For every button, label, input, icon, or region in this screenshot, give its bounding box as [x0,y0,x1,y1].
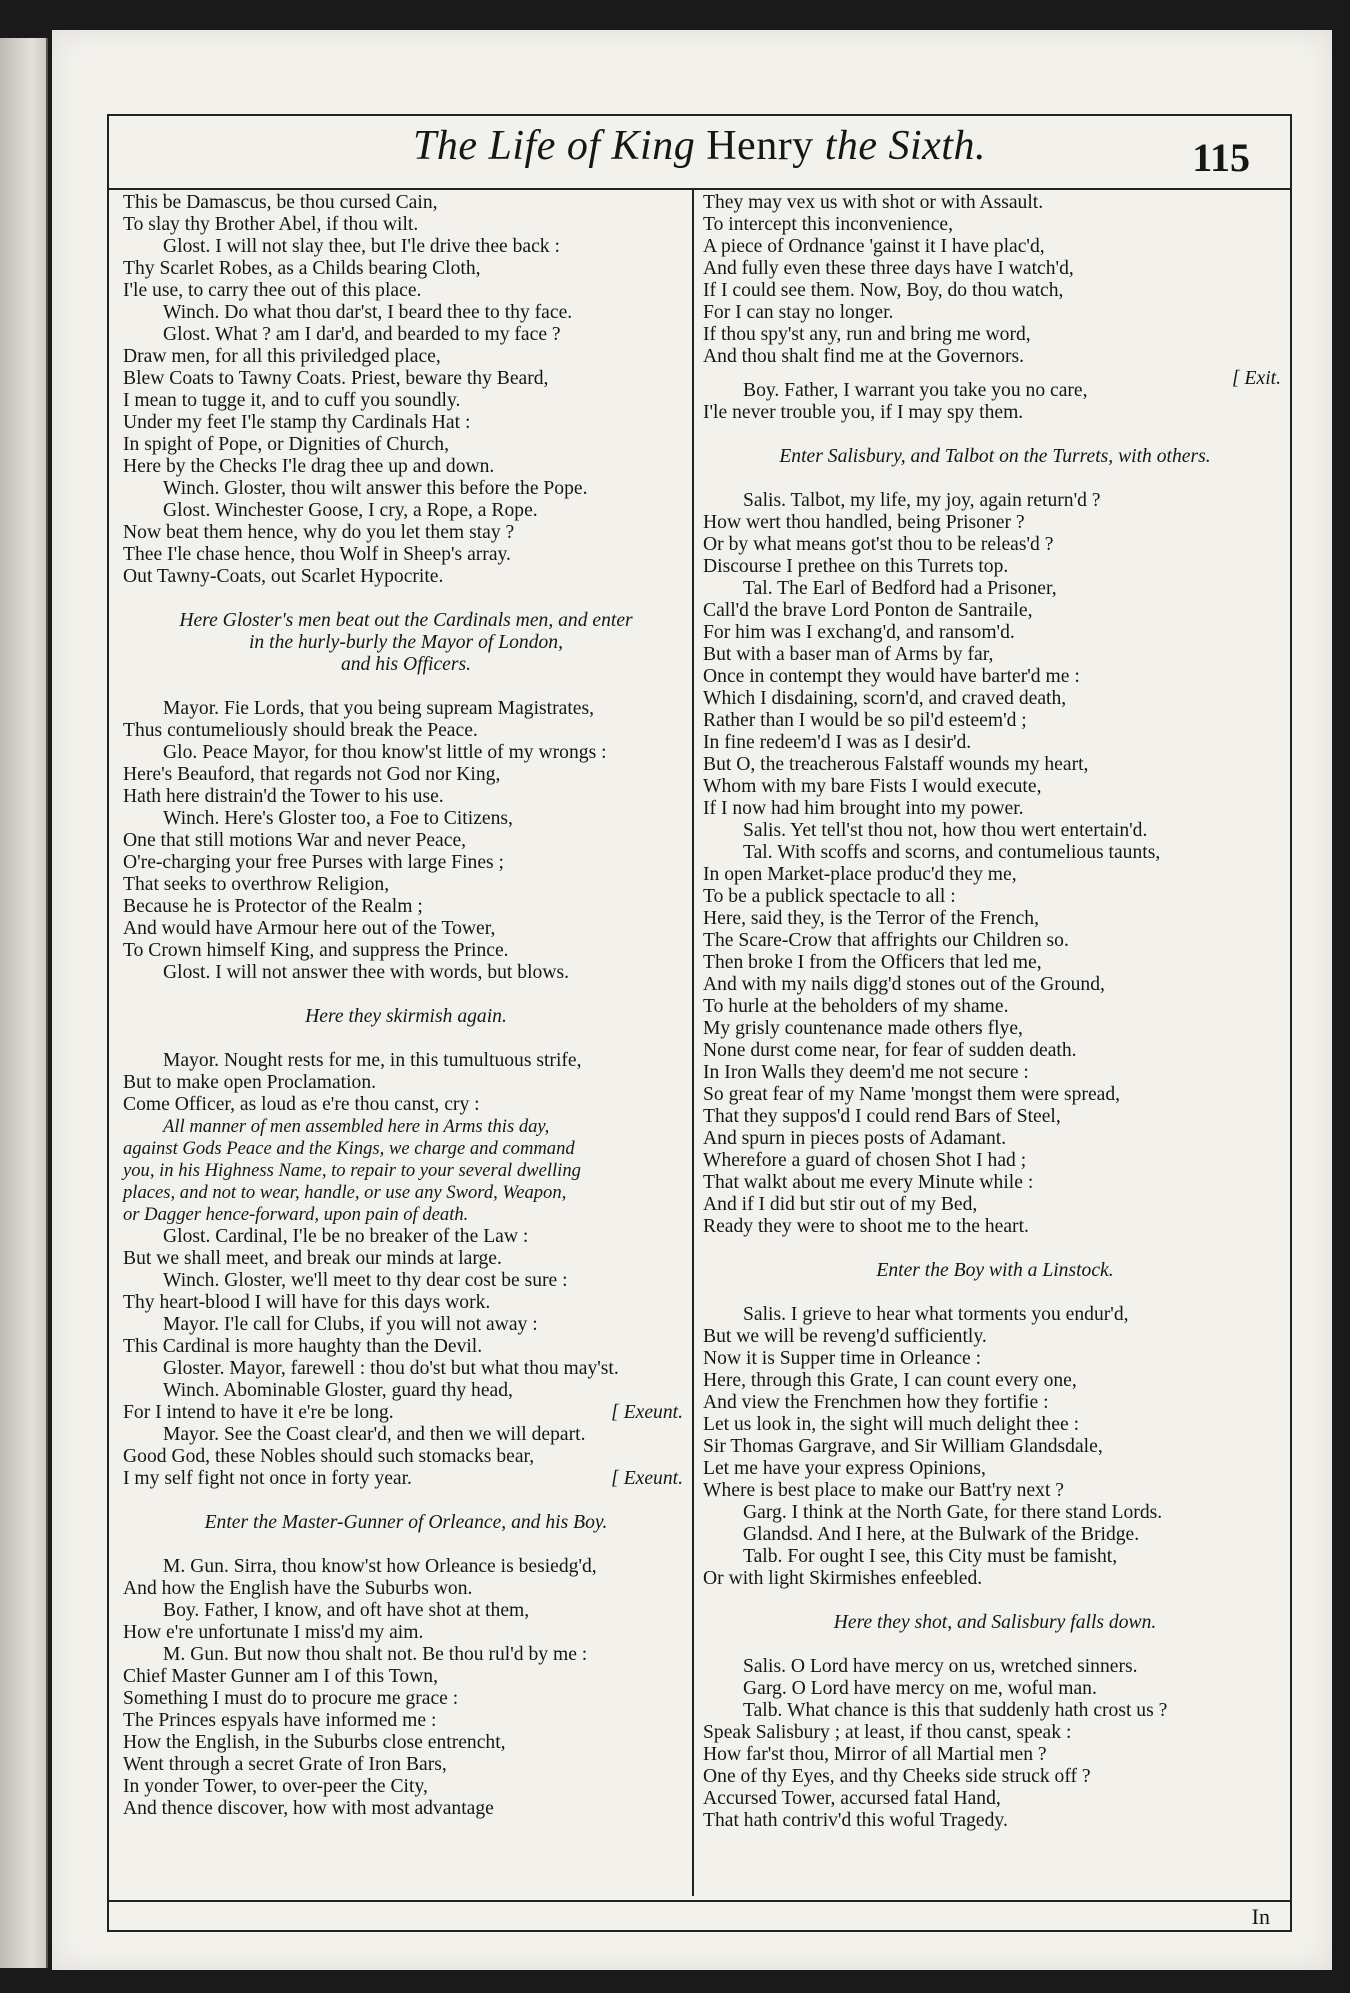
text-line: Something I must do to procure me grace : [123,1688,459,1709]
title-part-1: The Life of King [413,123,707,169]
spacer [123,1490,689,1512]
text-line: None durst come near, for fear of sudden death. [703,1040,1077,1061]
text-line: Here by the Checks I'le drag thee up and down. [123,456,495,477]
speech-line: Glost. Cardinal, I'le be no breaker of the Law : [163,1226,529,1247]
speech-line: Glost. I will not answer thee with words, but blows. [163,962,569,983]
stage-direction: and his Officers. [340,654,472,675]
text-line: Thee I'le chase hence, thou Wolf in Sheep's array. [123,544,511,565]
speech-line: Glost. What ? am I dar'd, and bearded to my face ? [163,324,561,345]
spacer [703,1238,1287,1260]
spacer [123,588,689,610]
text-line: Ready they were to shoot me to the heart. [703,1216,1029,1237]
spacer [123,676,689,698]
text-line: In fine redeem'd I was as I desir'd. [703,732,972,753]
speech-line: Salis. Talbot, my life, my joy, again return'd ? [743,490,1101,511]
text-line: For I intend to have it e're be long. [123,1402,394,1423]
text-line: Blew Coats to Tawny Coats. Priest, beware thy Beard, [123,368,549,389]
text-line: A piece of Ordnance 'gainst it I have plac'd, [703,236,1045,257]
text-line: Now beat them hence, why do you let them stay ? [123,522,515,543]
stage-direction: Enter the Master-Gunner of Orleance, and his Boy. [204,1512,608,1533]
text-line: So great fear of my Name 'mongst them were spread, [703,1084,1121,1105]
text-line: That hath contriv'd this woful Tragedy. [703,1810,1008,1831]
stage-direction: Enter the Boy with a Linstock. [876,1260,1114,1281]
stage-direction: Here they skirmish again. [305,1006,507,1027]
text-line: Draw men, for all this priviledged place, [123,346,441,367]
speech-line: Boy. Father, I warrant you take you no care, [743,380,1088,401]
text-line: Let me have your express Opinions, [703,1458,986,1479]
text-line: Sir Thomas Gargrave, and Sir William Glandsdale, [703,1436,1103,1457]
text-line: O're-charging your free Purses with large Fines ; [123,852,504,873]
text-line: Thy heart-blood I will have for this days work. [123,1292,491,1313]
proclamation-line: you, in his Highness Name, to repair to your several dwelling [123,1160,581,1181]
column-divider [692,190,694,1896]
speech-line: Mayor. Nought rests for me, in this tumultuous strife, [163,1050,582,1071]
text-line: But with a baser man of Arms by far, [703,644,994,665]
text-line: Chief Master Gunner am I of this Town, [123,1666,438,1687]
speech-line: Boy. Father, I know, and oft have shot at them, [163,1600,530,1621]
text-line: Or by what means got'st thou to be releas'd ? [703,534,1054,555]
text-line: But O, the treacherous Falstaff wounds my heart, [703,754,1089,775]
text-line: If I could see them. Now, Boy, do thou watch, [703,280,1064,301]
page-frame [107,114,1292,1932]
text-line: I mean to tugge it, and to cuff you soundly. [123,390,461,411]
text-line: Went through a secret Grate of Iron Bars, [123,1754,447,1775]
left-column [123,192,689,1820]
proclamation-line: or Dagger hence-forward, upon pain of death. [123,1204,469,1225]
spacer [703,1282,1287,1304]
speech-line: Gloster. Mayor, farewell : thou do'st but what thou may'st. [163,1358,619,1379]
speech-line: Garg. O Lord have mercy on me, woful man. [743,1678,1097,1699]
text-line: For I can stay no longer. [703,302,894,323]
text-line: How wert thou handled, being Prisoner ? [703,512,1025,533]
text-line: Wherefore a guard of chosen Shot I had ; [703,1150,1027,1171]
text-line: Hath here distrain'd the Tower to his use. [123,786,444,807]
text-line: The Princes espyals have informed me : [123,1710,437,1731]
running-title [109,122,1290,170]
text-line: And thou shalt find me at the Governors. [703,346,1025,367]
stage-direction: Enter Salisbury, and Talbot on the Turrets, with others. [779,446,1211,467]
text-line: If I now had him brought into my power. [703,798,1024,819]
text-line: I my self fight not once in forty year. [123,1468,412,1489]
text-line: For him was I exchang'd, and ransom'd. [703,622,1015,643]
text-line: In spight of Pope, or Dignities of Church, [123,434,449,455]
text-line: This Cardinal is more haughty than the Devil. [123,1336,483,1357]
spacer [703,424,1287,446]
text-line: And with my nails digg'd stones out of the Ground, [703,974,1105,995]
text-line: To be a publick spectacle to all : [703,886,956,907]
spacer [123,1534,689,1556]
text-line: If thou spy'st any, run and bring me word, [703,324,1031,345]
speech-line: Winch. Abominable Gloster, guard thy head, [163,1380,513,1401]
speech-line: Winch. Here's Gloster too, a Foe to Citizens, [163,808,513,829]
text-line: Thy Scarlet Robes, as a Childs bearing Cloth, [123,258,481,279]
text-line: To intercept this inconvenience, [703,214,953,235]
text-line: That they suppos'd I could rend Bars of Steel, [703,1106,1061,1127]
speech-line: Salis. O Lord have mercy on us, wretched sinners. [743,1656,1138,1677]
text-line: One that still motions War and never Peace, [123,830,467,851]
text-line: And view the Frenchmen how they fortifie : [703,1392,1049,1413]
speech-line: Glost. Winchester Goose, I cry, a Rope, a Rope. [163,500,538,521]
text-line: I'le never trouble you, if I may spy them. [703,402,1024,423]
text-line: How e're unfortunate I miss'd my aim. [123,1622,424,1643]
text-line: How far'st thou, Mirror of all Martial men ? [703,1744,1047,1765]
text-line: That seeks to overthrow Religion, [123,874,390,895]
text-line: Because he is Protector of the Realm ; [123,896,423,917]
spacer [703,1590,1287,1612]
text-line: Now it is Supper time in Orleance : [703,1348,982,1369]
title-part-2: Henry [706,123,814,169]
text-line: Then broke I from the Officers that led me, [703,952,1042,973]
text-line: Let us look in, the sight will much delight thee : [703,1414,1080,1435]
speech-line: Glost. I will not slay thee, but I'le drive thee back : [163,236,560,257]
text-line: How the English, in the Suburbs close entrencht, [123,1732,506,1753]
text-line: Out Tawny-Coats, out Scarlet Hypocrite. [123,566,444,587]
stage-direction: Here they shot, and Salisbury falls down. [833,1612,1157,1633]
text-line: Or with light Skirmishes enfeebled. [703,1568,983,1589]
speech-line: Winch. Do what thou dar'st, I beard thee to thy face. [163,302,573,323]
text-line: The Scare-Crow that affrights our Children so. [703,930,1069,951]
text-line: And if I did but stir out of my Bed, [703,1194,978,1215]
speech-line: Salis. Yet tell'st thou not, how thou wert entertain'd. [743,820,1148,841]
speech-line: Mayor. See the Coast clear'd, and then we will depart. [163,1424,586,1445]
text-line: And would have Armour here out of the Tower, [123,918,496,939]
speech-line: Garg. I think at the North Gate, for there stand Lords. [743,1502,1163,1523]
footer-rule [109,1900,1290,1902]
text-line: This be Damascus, be thou cursed Cain, [123,192,438,213]
text-line: And thence discover, how with most advantage [123,1798,494,1819]
speech-line: Salis. I grieve to hear what torments you endur'd, [743,1304,1129,1325]
book-page [52,30,1332,1970]
speech-line: Mayor. I'le call for Clubs, if you will not away : [163,1314,538,1335]
right-column [703,192,1287,1832]
text-line: To hurle at the beholders of my shame. [703,996,1009,1017]
speech-line: Tal. The Earl of Bedford had a Prisoner, [743,578,1057,599]
speech-line: Tal. With scoffs and scorns, and contumelious taunts, [743,842,1161,863]
proclamation-line: places, and not to wear, handle, or use any Sword, Weapon, [123,1182,567,1203]
text-line: In open Market-place produc'd they me, [703,864,1017,885]
text-line: And how the English have the Suburbs won. [123,1578,473,1599]
speech-line: Winch. Gloster, thou wilt answer this before the Pope. [163,478,588,499]
exit-direction: [ Exit. [1232,368,1281,389]
speech-line: Talb. What chance is this that suddenly hath crost us ? [743,1700,1168,1721]
text-line: They may vex us with shot or with Assault. [703,192,1044,213]
stage-direction: Here Gloster's men beat out the Cardinals men, and enter [179,610,633,631]
text-line: Here, through this Grate, I can count every one, [703,1370,1077,1391]
text-line: One of thy Eyes, and thy Cheeks side struck off ? [703,1766,1091,1787]
exit-direction: [ Exeunt. [611,1468,683,1489]
text-line: But we shall meet, and break our minds at large. [123,1248,502,1269]
text-line: That walkt about me every Minute while : [703,1172,1034,1193]
text-line: Call'd the brave Lord Ponton de Santraile, [703,600,1033,621]
title-part-3: the Sixth. [813,123,986,169]
adjacent-page-edge [0,38,48,1968]
text-line: Here, said they, is the Terror of the French, [703,908,1039,929]
text-line: To Crown himself King, and suppress the Prince. [123,940,509,961]
spacer [703,1634,1287,1656]
text-line: Under my feet I'le stamp thy Cardinals Hat : [123,412,471,433]
speech-line: Glandsd. And I here, at the Bulwark of the Bridge. [743,1524,1140,1545]
text-line: And fully even these three days have I watch'd, [703,258,1074,279]
speech-line: Mayor. Fie Lords, that you being supream Magistrates, [163,698,594,719]
speech-line: M. Gun. But now thou shalt not. Be thou rul'd by me : [163,1644,588,1665]
spacer [123,984,689,1006]
page-number: 115 [1192,135,1250,180]
text-line: In Iron Walls they deem'd me not secure : [703,1062,1029,1083]
text-line: My grisly countenance made others flye, [703,1018,1023,1039]
text-line: I'le use, to carry thee out of this place. [123,280,422,301]
text-line: Thus contumeliously should break the Peace. [123,720,478,741]
speech-line: Winch. Gloster, we'll meet to thy dear cost be sure : [163,1270,568,1291]
stage-direction: in the hurly-burly the Mayor of London, [248,632,563,653]
text-line: Good God, these Nobles should such stomacks bear, [123,1446,535,1467]
text-line: Speak Salisbury ; at least, if thou canst, speak : [703,1722,1072,1743]
header-rule [109,188,1290,190]
proclamation-line: All manner of men assembled here in Arms this day, [163,1116,550,1137]
text-line: Where is best place to make our Batt'ry next ? [703,1480,1064,1501]
text-line: In yonder Tower, to over-peer the City, [123,1776,428,1797]
exit-direction: [ Exeunt. [611,1402,683,1423]
proclamation-line: against Gods Peace and the Kings, we charge and command [123,1138,575,1159]
text-line: Once in contempt they would have barter'd me : [703,666,1080,687]
text-line: Rather than I would be so pil'd esteem'd ; [703,710,1027,731]
text-line: Discourse I prethee on this Turrets top. [703,556,1009,577]
speech-line: Talb. For ought I see, this City must be famisht, [743,1546,1118,1567]
catchword: In [1251,1904,1270,1929]
text-line: To slay thy Brother Abel, if thou wilt. [123,214,419,235]
text-line: Whom with my bare Fists I would execute, [703,776,1042,797]
text-line: Which I disdaining, scorn'd, and craved death, [703,688,1067,709]
speech-line: Glo. Peace Mayor, for thou know'st little of my wrongs : [163,742,607,763]
text-line: Accursed Tower, accursed fatal Hand, [703,1788,1001,1809]
speech-line: M. Gun. Sirra, thou know'st how Orleance is besiedg'd, [163,1556,597,1577]
text-line: And spurn in pieces posts of Adamant. [703,1128,1007,1149]
text-line: Come Officer, as loud as e're thou canst, cry : [123,1094,480,1115]
text-line: But to make open Proclamation. [123,1072,377,1093]
text-line: Here's Beauford, that regards not God nor King, [123,764,501,785]
spacer [703,468,1287,490]
text-line: But we will be reveng'd sufficiently. [703,1326,987,1347]
spacer [123,1028,689,1050]
